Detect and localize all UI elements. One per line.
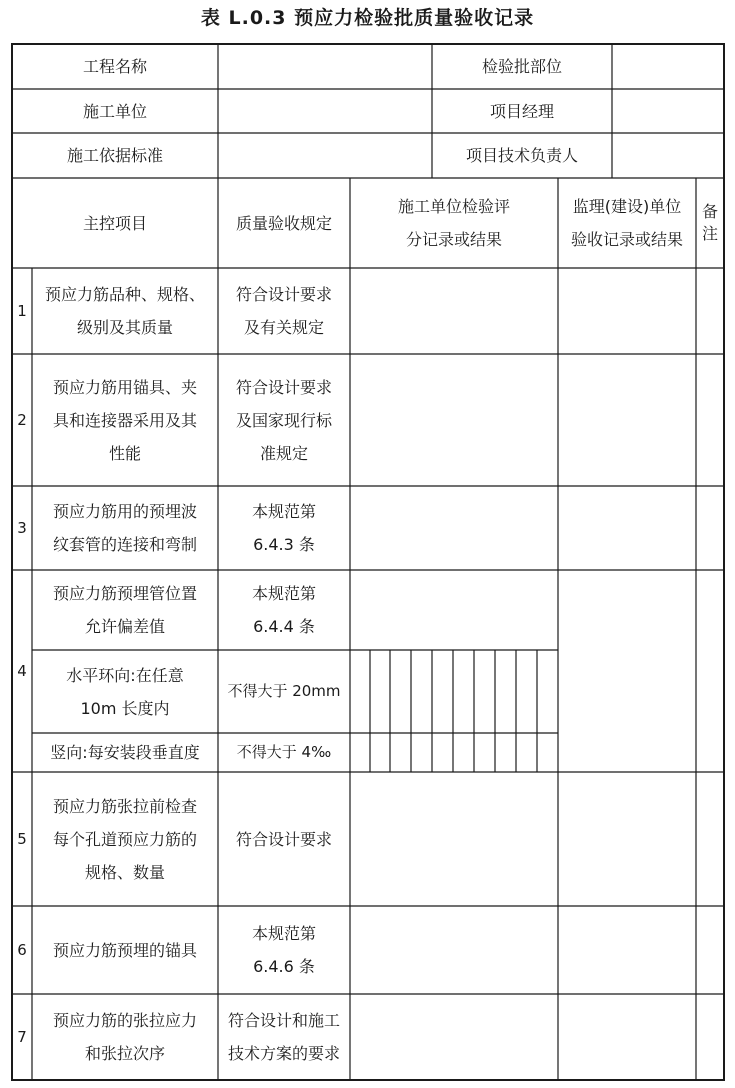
row-item: 预应力筋张拉前检查 每个孔道预应力筋的 规格、数量 [52, 796, 197, 882]
row-number: 6 [17, 940, 27, 959]
value-standard[interactable] [218, 133, 432, 178]
row-rule: 本规范第 6.4.6 条 [251, 924, 316, 976]
label-standard: 施工依据标准 [66, 146, 163, 165]
col-quality-rule: 质量验收规定 [235, 213, 332, 233]
row-number: 7 [17, 1027, 27, 1046]
sub-rule: 不得大于 20mm [227, 682, 341, 700]
sub-rule: 不得大于 4‰ [236, 743, 332, 761]
value-project-manager[interactable] [612, 89, 724, 133]
row-rule: 符合设计要求 及有关规定 [235, 285, 332, 337]
row-rule: 符合设计要求 [235, 829, 332, 849]
col-main-item: 主控项目 [82, 213, 147, 233]
row-item: 预应力筋用锚具、夹 具和连接器采用及其 性能 [52, 377, 197, 463]
col-contractor-record: 施工单位检验评 分记录或结果 [397, 197, 510, 249]
row-rule: 符合设计要求 及国家现行标 准规定 [235, 377, 332, 463]
row-number: 3 [17, 518, 27, 537]
value-batch-location[interactable] [612, 44, 724, 89]
row-item: 预应力筋用的预埋波 纹套管的连接和弯制 [52, 502, 197, 554]
row-number: 1 [17, 301, 27, 320]
row-number: 5 [17, 829, 27, 848]
row-item: 预应力筋的张拉应力 和张拉次序 [52, 1011, 197, 1063]
label-batch-location: 检验批部位 [481, 57, 562, 76]
row-number: 4 [17, 661, 27, 680]
row-number: 2 [17, 410, 27, 429]
label-project-manager: 项目经理 [489, 101, 554, 121]
value-construction-unit[interactable] [218, 89, 432, 133]
sub-item: 竖向:每安装段垂直度 [50, 743, 200, 762]
row-item: 预应力筋预埋管位置 允许偏差值 [52, 584, 197, 636]
row-rule: 本规范第 6.4.3 条 [251, 502, 316, 554]
label-construction-unit: 施工单位 [82, 101, 147, 121]
value-tech-lead[interactable] [612, 133, 724, 178]
row-item: 预应力筋预埋的锚具 [52, 940, 197, 960]
value-project-name[interactable] [218, 44, 432, 89]
label-tech-lead: 项目技术负责人 [465, 146, 578, 165]
row-rule: 符合设计和施工 技术方案的要求 [227, 1011, 340, 1063]
page-title: 表 L.0.3 预应力检验批质量验收记录 [200, 7, 535, 29]
sub-item: 水平环向:在任意 10m 长度内 [66, 665, 184, 718]
col-remark: 备 注 [701, 202, 718, 243]
col-supervisor-record: 监理(建设)单位 验收记录或结果 [570, 197, 683, 249]
label-project-name: 工程名称 [82, 57, 147, 76]
row-item: 预应力筋品种、规格、 级别及其质量 [44, 285, 205, 337]
row-rule: 本规范第 6.4.4 条 [251, 584, 316, 636]
